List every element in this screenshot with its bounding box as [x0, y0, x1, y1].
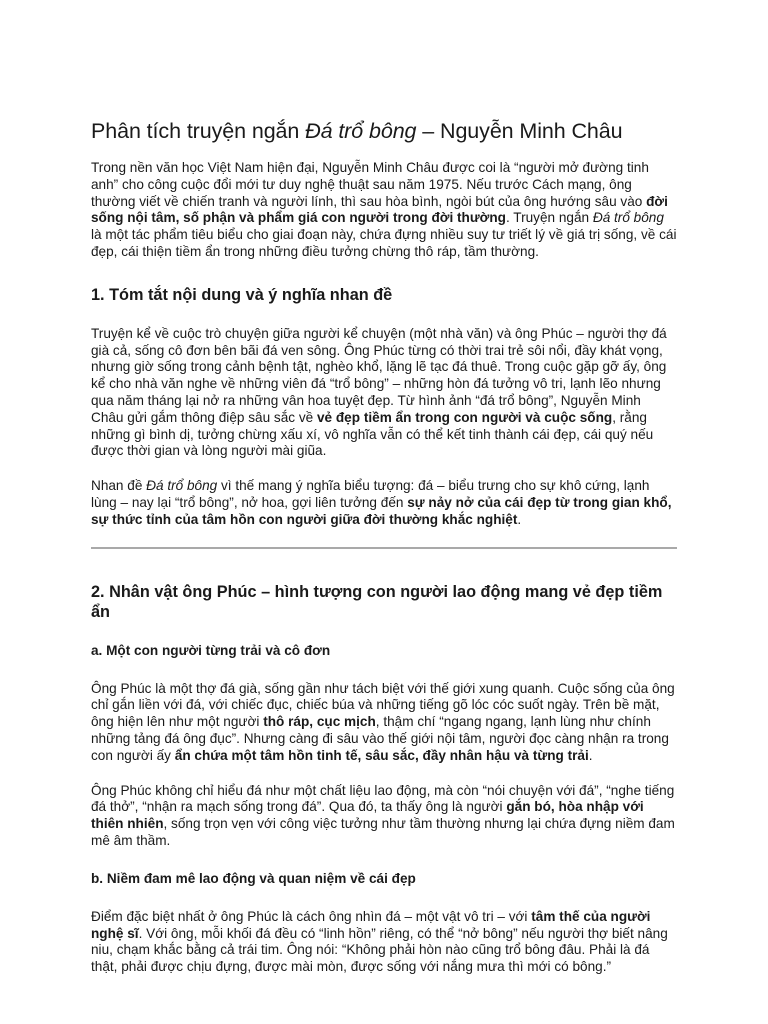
title-suffix: – Nguyễn Minh Châu — [416, 119, 623, 143]
subsection-b-paragraph-1: Điểm đặc biệt nhất ở ông Phúc là cách ông nhìn đá – một vật vô tri – với tâm thế của người nghệ sĩ. Với ông, mỗi khối đá đều có “linh hồn” riêng, có thể “nở bông” nếu người thợ biết nâng niu, chạm khắc bằng cả trái tim. Ông nói: “Không phải hòn nào cũng trổ bông đâu. Phải là đá thật, phải được chịu đựng, được mài mòn, được sống với nắng mưa thì mới có bông.” — [91, 908, 668, 975]
section-1-symbol-emphasis: sự nảy nở của cái đẹp từ trong gian khổ, sự thức tỉnh của tâm hồn con người giữa đời thường khắc nghiệt — [91, 494, 672, 527]
section-2-heading: 2. Nhân vật ông Phúc – hình tượng con người lao động mang vẻ đẹp tiềm ẩn — [91, 582, 663, 621]
section-1-paragraph-2: Nhan đề Đá trổ bông vì thế mang ý nghĩa biểu tượng: đá – biểu trưng cho sự khô cứng, lạnh lùng – nay lại “trổ bông”, nở hoa, gợi liên tưởng đến sự nảy nở của cái đẹp từ trong gian khổ, sự thức tỉnh của tâm hồn con người giữa đời thường khắc nghiệt. — [91, 478, 672, 527]
title-prefix: Phân tích truyện ngắn — [91, 119, 306, 143]
subsection-a-heading: a. Một con người từng trải và cô đơn — [91, 642, 331, 658]
section-divider — [91, 547, 677, 549]
section-1-heading: 1. Tóm tắt nội dung và ý nghĩa nhan đề — [91, 285, 393, 304]
document-title — [91, 0, 677, 144]
subsection-a-paragraph-1: Ông Phúc là một thợ đá già, sống gần như tách biệt với thế giới xung quanh. Cuộc sống của ông chỉ gắn liền với đá, với chiếc đục, chiếc búa và những tiếng gõ lóc cóc suốt ngày. Trên bề mặt, ông hiện lên như một người thô ráp, cục mịch, thậm chí “ngang ngang, lạnh lùng như chính những tảng đá ông đục”. Nhưng càng đi sâu vào thế giới nội tâm, người đọc càng nhận ra trong con người ấy ẩn chứa một tâm hồn tinh tế, sâu sắc, đầy nhân hậu và từng trải. — [91, 680, 675, 763]
intro-paragraph: Trong nền văn học Việt Nam hiện đại, Nguyễn Minh Châu được coi là “người mở đường tinh anh” cho công cuộc đổi mới tư duy nghệ thuật sau năm 1975. Nếu trước Cách mạng, ông thường viết về chiến tranh và người lính, thì sau hòa bình, ngòi bút của ông hướng sâu vào đời sống nội tâm, số phận và phẩm giá con người trong đời thường. Truyện ngắn Đá trổ bông là một tác phẩm tiêu biểu cho giai đoạn này, chứa đựng nhiều suy tư triết lý về giá trị sống, về cái đẹp, cái thiện tiềm ẩn trong những điều tưởng chừng thô ráp, tầm thường. — [91, 160, 677, 259]
intro-emphasis: đời sống nội tâm, số phận và phẩm giá con người trong đời thường — [91, 193, 668, 226]
intro-work-title: Đá trổ bông — [592, 210, 664, 226]
subsection-a-paragraph-2: Ông Phúc không chỉ hiểu đá như một chất liệu lao động, mà còn “nói chuyện với đá”, “nghe tiếng đá thở”, “nhận ra mạch sống trong đá”. Qua đó, ta thấy ông là người gắn bó, hòa nhập với thiên nhiên, sống trọn vẹn với công việc tưởng như tầm thường nhưng lại chứa đựng niềm đam mê âm thầm. — [91, 782, 675, 848]
section-1-paragraph-1: Truyện kể về cuộc trò chuyện giữa người kể chuyện (một nhà văn) và ông Phúc – người thợ đá già cả, sống cô đơn bên bãi đá ven sông. Ông Phúc từng có thời trai trẻ sôi nổi, đầy khát vọng, nhưng giờ sống trong cảnh bệnh tật, nghèo khổ, lặng lẽ tạc đá thuê. Trong cuộc gặp gỡ ấy, ông kể cho nhà văn nghe về những viên đá “trổ bông” – những hòn đá tưởng vô tri, lạnh lẽo nhưng qua năm tháng lại nở ra những vân hoa tuyệt đẹp. Từ hình ảnh “đá trổ bông”, Nguyễn Minh Châu gửi gắm thông điệp sâu sắc về vẻ đẹp tiềm ẩn trong con người và cuộc sống, rằng những gì bình dị, tưởng chừng xấu xí, vô nghĩa vẫn có thể kết tinh thành cái đẹp, cái quý nếu được thời gian và lòng người mài giũa. — [91, 325, 667, 459]
subsection-b-heading: b. Niềm đam mê lao động và quan niệm về cái đẹp — [91, 870, 416, 886]
title-italic-work: Đá trổ bông — [305, 119, 417, 143]
section-1-emphasis: vẻ đẹp tiềm ẩn trong con người và cuộc sống — [316, 409, 613, 425]
section-1-work-title: Đá trổ bông — [146, 478, 218, 494]
